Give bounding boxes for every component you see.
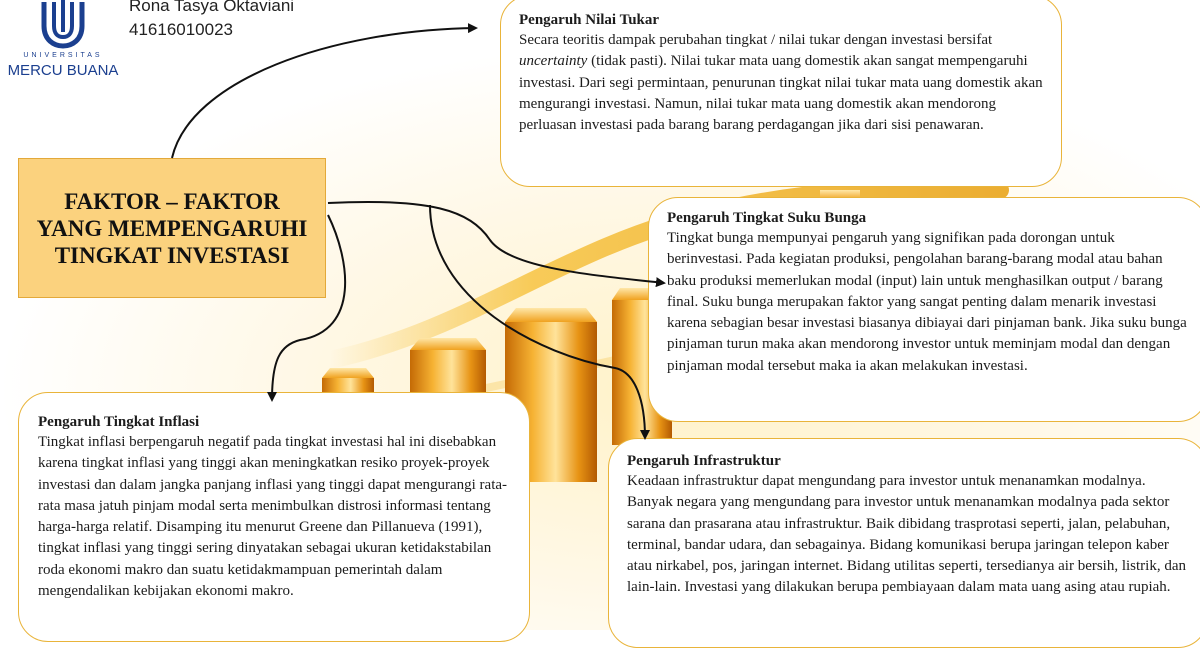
card-text bbox=[519, 30, 1043, 136]
logo-university-label: UNIVERSITAS bbox=[23, 52, 103, 59]
card-suku-bunga bbox=[648, 197, 1200, 422]
card-text-italic: uncertainty bbox=[519, 53, 588, 70]
author-id: 41616010023 bbox=[129, 20, 234, 39]
card-text-part-2: (tidak pasti). Nilai tukar mata uang domestik akan sangat mempengaruhi investasi. Dari segi permintaan, penurunan tingkat nilai tukar mata uang domestik akan mengurangi investasi. Namun, nilai tukar mata uang domestik akan mendorong perluasan investasi pada barang barang perdagangan jika dari sisi penawaran. bbox=[519, 53, 1043, 134]
main-title-box: FAKTOR – FAKTOR YANG MEMPENGARUHI TINGKAT INVESTASI bbox=[18, 158, 326, 298]
card-text: Tingkat bunga mempunyai pengaruh yang signifikan pada dorongan untuk berinvestasi. Pada kegiatan produksi, pengolahan barang-barang modal atau bahan baku produksi memerlukan modal (input) lain untuk menghasilkan output / barang final. Suku bunga merupakan faktor yang sangat penting dalam menarik investasi karena sebagian besar investasi biasanya dibiayai dari pinjaman bank. Jika suku bunga pinjaman turun maka akan mendorong investor untuk meminjam modal dan dengan pinjaman modal tersebut maka ia akan melakukan investasi. bbox=[667, 230, 1187, 374]
card-infrastruktur bbox=[608, 438, 1200, 648]
card-inflasi bbox=[18, 392, 530, 642]
logo-name: MERCU BUANA bbox=[7, 62, 119, 79]
card-text: Keadaan infrastruktur dapat mengundang para investor untuk menanamkan modalnya. Banyak negara yang mengundang para investor untuk menanamkan modalnya pada sektor sarana dan prasarana atau infrastruktur. Baik dibidang trasprotasi seperti, jalan, pelabuhan, terminal, bandar udara, dan sebagainya. Bidang komunikasi berupa jaringan telepon kaber atau nirkabel, pos, jaringan internet. Bidang utilitas seperti, tersedianya air bersih, listrik, dan lain-lain. Investasi yang dilakukan berupa pembiayaan dalam mata uang asing atau rupiah. bbox=[627, 473, 1187, 596]
author-name: Rona Tasya Oktaviani bbox=[129, 0, 295, 15]
card-text: Tingkat inflasi berpengaruh negatif pada tingkat investasi hal ini disebabkan karena tingkat inflasi yang tinggi akan meningkatkan resiko proyek-proyek investasi dan dalam jangka panjang inflasi yang tinggi dapat mengurangi rata-rata masa jatuh pinjam modal serta menimbulkan distrosi informasi tentang harga-harga relatif. Disamping itu menurut Greene dan Pillanueva (1991), tingkat inflasi yang tinggi sering dinyatakan sebagai ukuran ketidakstabilan roda ekonomi makro dan suatu ketidakmampuan pemerintah dalam mengendalikan kebijakan ekonomi makro. bbox=[38, 434, 508, 600]
card-title: Pengaruh Tingkat Suku Bunga bbox=[667, 210, 867, 226]
card-title: Pengaruh Nilai Tukar bbox=[519, 12, 660, 28]
card-text-part-1: Secara teoritis dampak perubahan tingkat / nilai tukar dengan investasi bersifat bbox=[519, 32, 993, 48]
mercu-buana-logo-icon bbox=[36, 0, 90, 50]
card-title: Pengaruh Infrastruktur bbox=[627, 453, 781, 469]
card-nilai-tukar bbox=[500, 0, 1062, 187]
author-block bbox=[129, 0, 294, 42]
card-title: Pengaruh Tingkat Inflasi bbox=[38, 414, 200, 430]
university-logo bbox=[0, 0, 126, 84]
